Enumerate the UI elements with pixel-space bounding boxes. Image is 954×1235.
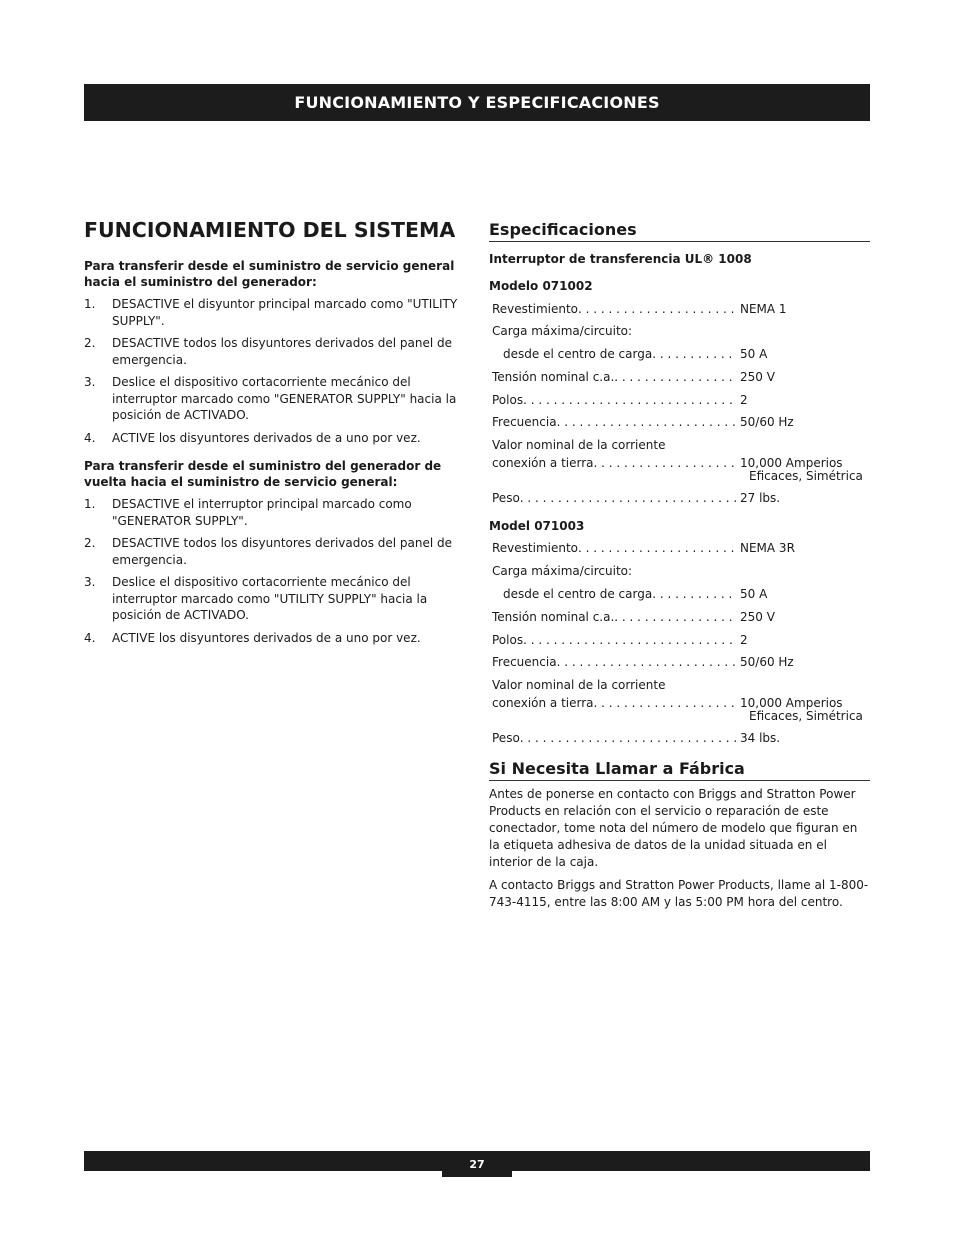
spec-row: Polos . . . 2 (492, 633, 852, 647)
list-item (84, 430, 459, 447)
section1-steps (84, 296, 459, 446)
step-number: 4. (84, 630, 96, 645)
list-item (84, 296, 459, 329)
spec-value-extra: Eficaces, Simétrica (749, 709, 863, 723)
section2-steps (84, 496, 459, 646)
page-number (442, 1151, 512, 1177)
list-item (84, 535, 459, 568)
step-number: 2. (84, 536, 96, 550)
step-text: DESACTIVE el disyuntor principal marcado como "UTILITY SUPPLY". (112, 297, 458, 328)
list-item (84, 496, 459, 529)
banner-title: FUNCIONAMIENTO Y ESPECIFICACIONES (294, 93, 660, 112)
spec-row: Tensión nominal c.a. . . . 250 V (492, 610, 852, 624)
step-number: 1. (84, 497, 96, 511)
spec-row: Peso . . . 34 lbs. (492, 731, 852, 745)
spec-row: Polos . . . 2 (492, 393, 852, 407)
step-text: Deslice el dispositivo cortacorriente mecánico del interruptor marcado como "UTILITY SUPPLY" hacia la posición de ACTIVADO. (112, 575, 428, 622)
operation-column (84, 258, 459, 652)
list-item (84, 630, 459, 647)
section2-heading: Para transferir desde el suministro del generador de vuelta hacia el suministro de servicio general: (84, 459, 442, 489)
step-number: 4. (84, 430, 96, 445)
spec-row: Frecuencia . . . 50/60 Hz (492, 655, 852, 669)
specs-subtitle: Interruptor de transferencia UL® 1008 (489, 252, 752, 266)
spec-row: Revestimiento . . . NEMA 1 (492, 302, 852, 316)
section-banner (84, 84, 870, 121)
model1-name: Modelo 071002 (489, 279, 593, 293)
factory-title: Si Necesita Llamar a Fábrica (489, 759, 870, 781)
step-number: 2. (84, 336, 96, 350)
section1-heading: Para transferir desde el suministro de servicio general hacia el suministro del generador: (84, 259, 455, 289)
list-item (84, 574, 459, 624)
spec-row: Valor nominal de la corriente (492, 678, 666, 692)
step-text: ACTIVE los disyuntores derivados de a uno por vez. (112, 630, 421, 645)
step-number: 3. (84, 375, 96, 389)
spec-row: Frecuencia . . . 50/60 Hz (492, 415, 852, 429)
step-number: 3. (84, 575, 96, 589)
spec-row: Peso . . . 27 lbs. (492, 491, 852, 505)
list-item (84, 335, 459, 368)
spec-row: Revestimiento . . . NEMA 3R (492, 541, 852, 555)
step-text: ACTIVE los disyuntores derivados de a uno por vez. (112, 430, 421, 445)
step-text: DESACTIVE todos los disyuntores derivados del panel de emergencia. (112, 336, 453, 367)
step-text: DESACTIVE todos los disyuntores derivados del panel de emergencia. (112, 536, 453, 567)
spec-row: conexión a tierra . . . 10,000 Amperios (492, 696, 852, 710)
specs-title: Especificaciones (489, 220, 870, 242)
specs-header (489, 220, 870, 242)
step-number: 1. (84, 297, 96, 311)
page-title: FUNCIONAMIENTO DEL SISTEMA (84, 218, 456, 242)
step-text: Deslice el dispositivo cortacorriente mecánico del interruptor marcado como "GENERATOR SUPPLY" hacia la posición de ACTIVADO. (112, 375, 457, 422)
list-item (84, 374, 459, 424)
spec-row: Carga máxima/circuito: (492, 564, 633, 578)
spec-row: Valor nominal de la corriente (492, 438, 666, 452)
spec-row: desde el centro de carga . . . 50 A (492, 587, 852, 601)
spec-row: conexión a tierra . . . 10,000 Amperios (492, 456, 852, 470)
spec-value-extra: Eficaces, Simétrica (749, 469, 863, 483)
spec-row: Carga máxima/circuito: (492, 324, 633, 338)
factory-header (489, 759, 870, 781)
model2-name: Model 071003 (489, 519, 585, 533)
step-text: DESACTIVE el interruptor principal marcado como "GENERATOR SUPPLY". (112, 497, 412, 528)
factory-paragraph-1: Antes de ponerse en contacto con Briggs and Stratton Power Products en relación con el servicio o reparación de este conectador, tome nota del número de modelo que figuran en la etiqueta adhesiva de datos de la unidad situada en el interior de la caja. (489, 787, 858, 869)
spec-row: desde el centro de carga . . . 50 A (492, 347, 852, 361)
page-number-text: 27 (469, 1157, 485, 1171)
spec-row: Tensión nominal c.a. . . . 250 V (492, 370, 852, 384)
factory-paragraph-2: A contacto Briggs and Stratton Power Products, llame al 1-800-743-4115, entre las 8:00 AM y las 5:00 PM hora del centro. (489, 878, 869, 909)
